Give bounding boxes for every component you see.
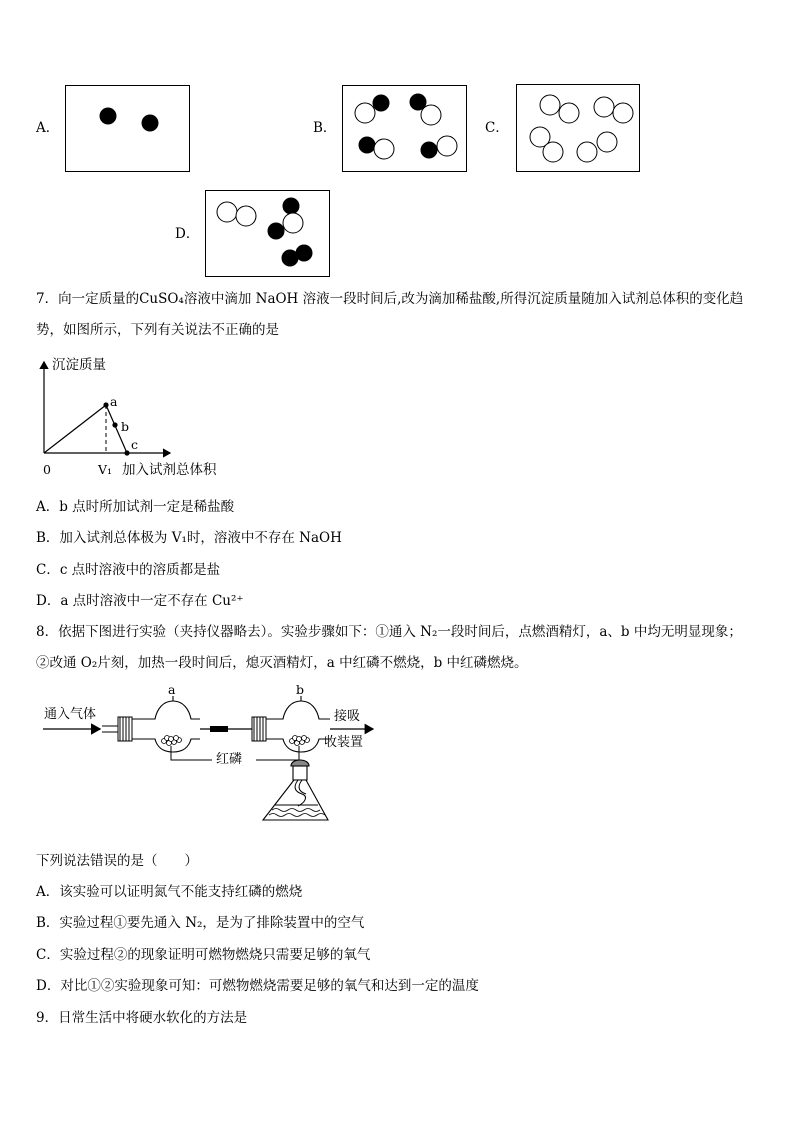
point-a-label: a — [110, 394, 118, 409]
rubber-connector — [210, 726, 228, 732]
origin-label: 0 — [43, 462, 51, 477]
x-axis-label: 加入试剂总体积 — [122, 462, 217, 478]
white-atom — [236, 206, 256, 226]
q8-option-d: D．对比①②实验现象可知：可燃物燃烧需要足够的氧气和达到一定的温度 — [36, 978, 479, 994]
q7-option-b: B．加入试剂总体极为 V₁时，溶液中不存在 NaOH — [36, 530, 342, 546]
option-d-particles — [206, 191, 331, 278]
q8-option-c: C．实验过程②的现象证明可燃物燃烧只需要足够的氧气 — [36, 947, 371, 963]
molecule-pair — [421, 136, 457, 158]
alcohol-lamp — [263, 760, 328, 820]
molecule-pair — [359, 137, 394, 159]
q7-stem-line1: 7．向一定质量的CuSO₄溶液中滴加 NaOH 溶液一段时间后,改为滴加稀盐酸,所得沉淀质量随加入试剂总体积的变化趋 — [36, 291, 744, 307]
white-atom — [540, 95, 560, 115]
point-c — [124, 450, 129, 455]
option-c-label: C． — [485, 120, 509, 136]
q8-stem-line2: ②改通 O₂片刻，加热一段时间后，熄灭酒精灯，a 中红磷不燃烧，b 中红磷燃烧。 — [36, 655, 528, 671]
bulb-tube-a — [132, 696, 200, 752]
q9-stem: 9．日常生活中将硬水软化的方法是 — [36, 1010, 248, 1026]
option-c-box — [516, 84, 640, 172]
white-atom — [283, 213, 303, 233]
option-d-label: D． — [175, 226, 200, 242]
option-c-particles — [517, 85, 641, 173]
white-atom — [577, 142, 597, 162]
option-b-label: B． — [313, 120, 337, 136]
option-a-box — [65, 85, 190, 172]
phosphorus-pointer — [171, 746, 212, 760]
point-c-label: c — [131, 437, 139, 452]
point-a — [103, 402, 108, 407]
white-atom — [217, 202, 237, 222]
white-atom — [559, 103, 579, 123]
red-phosphorus-b — [290, 736, 310, 746]
point-b — [112, 422, 117, 427]
tube-a-label: a — [168, 682, 176, 697]
q8-stem-line1: 8．依据下图进行实验（夹持仪器略去）。实验步骤如下：①通入 N₂一段时间后，点燃酒精灯，a、b 中均无明显现象； — [36, 624, 742, 640]
tube-b-label: b — [296, 682, 305, 697]
v1-label: V₁ — [98, 462, 113, 477]
red-phosphorus-a — [162, 736, 182, 746]
black-atom — [282, 250, 298, 266]
stopper-b — [252, 717, 266, 741]
q8-option-a: A．该实验可以证明氮气不能支持红磷的燃烧 — [36, 884, 303, 900]
q7-option-a: A．b 点时所加试剂一定是稀盐酸 — [36, 499, 235, 515]
black-atom — [100, 108, 117, 125]
q8-option-b: B．实验过程①要先通入 N₂，是为了排除装置中的空气 — [36, 915, 365, 931]
option-a-label: A． — [36, 120, 60, 136]
molecule-pair — [355, 95, 389, 123]
q7-option-d: D．a 点时溶液中一定不存在 Cu²⁺ — [36, 593, 244, 609]
molecule-pair — [410, 94, 441, 125]
precipitate-curve — [44, 405, 130, 453]
option-b-box — [342, 85, 467, 172]
stopper-a — [118, 717, 132, 741]
q8-apparatus — [40, 684, 390, 844]
inlet-label: 通入气体 — [44, 707, 97, 722]
q7-graph — [30, 350, 230, 480]
q8-prompt: 下列说法错误的是（ ） — [36, 853, 198, 869]
black-atom — [142, 115, 159, 132]
outlet-label-line2: 收装置 — [324, 735, 364, 750]
q7-option-c: C．c 点时溶液中的溶质都是盐 — [36, 562, 221, 578]
point-b-label: b — [121, 419, 130, 434]
white-atom — [597, 132, 617, 152]
phosphorus-label: 红磷 — [216, 752, 243, 767]
outlet-label-line1: 接吸 — [334, 709, 361, 724]
black-atom — [268, 223, 284, 239]
y-axis-label: 沉淀质量 — [52, 357, 106, 373]
option-b-particles — [343, 86, 468, 173]
white-atom — [594, 97, 614, 117]
white-atom — [613, 103, 633, 123]
white-atom — [543, 142, 563, 162]
black-atom — [283, 198, 299, 214]
option-a-particles — [66, 86, 191, 173]
q7-stem-line2: 势，如图所示，下列有关说法不正确的是 — [36, 322, 279, 338]
option-d-box — [205, 190, 330, 277]
